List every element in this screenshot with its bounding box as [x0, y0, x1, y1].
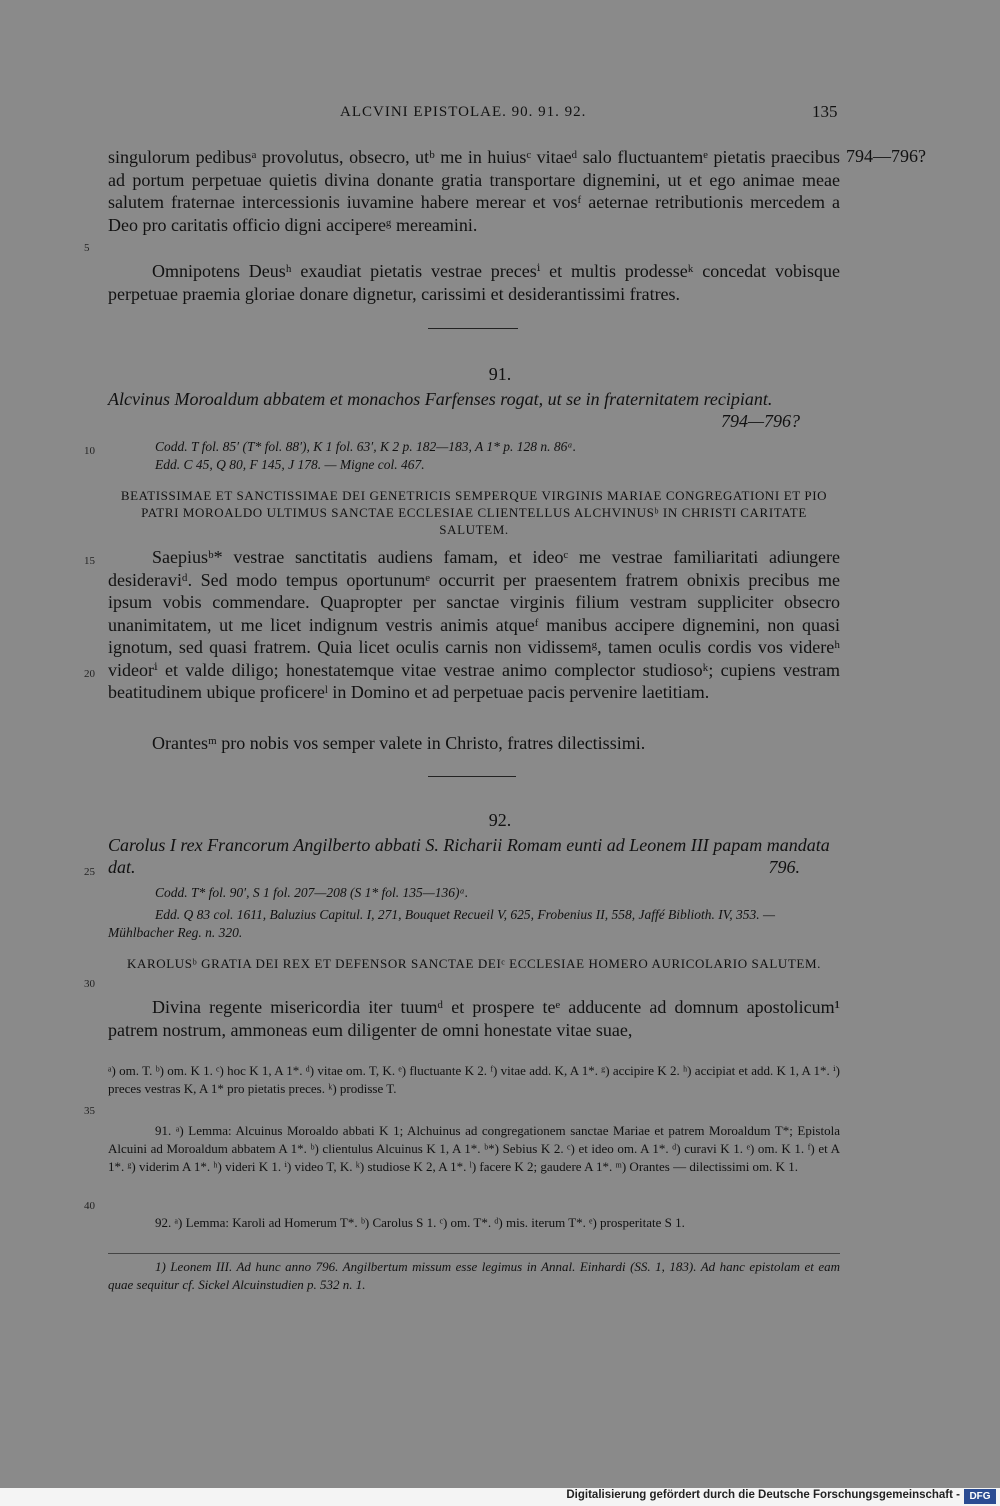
- line-number: 30: [84, 978, 95, 990]
- letter92-number: 92.: [488, 810, 512, 830]
- letter92-body: [108, 996, 840, 1041]
- letter92-date: 796.: [768, 857, 800, 877]
- footnotes-92: 92. ᵃ) Lemma: Karoli ad Homerum T*. ᵇ) Carolus S 1. ᶜ) om. T*. ᵈ) mis. iterum T*. ᵉ) prosperitate S 1.: [155, 1215, 685, 1230]
- letter92-para1: Divina regente misericordia iter tuumᵈ et prospere teᵉ adducente ad domnum apostolicum¹ patrem nostrum, ammoneas eum diligenter de omni honestate vitae suae,: [108, 997, 840, 1040]
- letter91-codices: Codd. T fol. 85′ (T* fol. 88′), K 1 fol. 63′, K 2 p. 182—183, A 1* p. 128 n. 86ᵃ.: [155, 439, 577, 454]
- footnote-92-1: 1) Leonem III. Ad hunc anno 796. Angilbertum missum esse legimus in Annal. Einhardi (SS. 1, 183). Ad hanc epistolam et eam quae sequitur cf. Sickel Alcuinstudien p. 532 n. 1.: [108, 1259, 840, 1292]
- letter90-para1: singulorum pedibusᵃ provolutus, obsecro, utᵇ me in huiusᶜ vitaeᵈ salo fluctuantemᵉ pietatis praecibus ad portum perpetuae quietis divina donante gratia transportare dignemini, ut et ego animae meae salutem fraternae intercessionis iuvamine habere merear et vosᶠ aeternae retributionis mercedem a Deo pro caritatis officio digni accipereᵍ mereamini.: [108, 147, 840, 235]
- dfg-logo: DFG: [964, 1489, 996, 1504]
- letter92-editions: Edd. Q 83 col. 1611, Baluzius Capitul. I, 271, Bouquet Recueil V, 625, Frobenius II, 558, Jaffé Biblioth. IV, 353. — Mühlbacher Reg. n. 320.: [108, 907, 776, 940]
- running-title: ALCVINI EPISTOLAE. 90. 91. 92.: [340, 104, 587, 120]
- letter90-paragraph: [108, 146, 840, 236]
- digitization-footer: [0, 1488, 1000, 1506]
- letter92-rubric: [108, 834, 840, 878]
- letter90-closing: [108, 260, 840, 305]
- line-number: 15: [84, 555, 95, 567]
- line-number: 20: [84, 668, 95, 680]
- letter91-para1: Saepiusᵇ* vestrae sanctitatis audiens famam, et ideoᶜ me vestrae familiaritati adiungere desideraviᵈ. Sed modo tempus oportunumᵉ occurrit per praesentem fratrem obnixis precibus me ipsum vobis commendare. Quapropter per sanctae virginis filium vestram suppliciter obsecro unanimitatem, ut me licet indignum vestris animis atqueᶠ manibus accipere dignemini, non quasi ignotum, sed quasi fratrem. Quia licet oculis carnis non vidissemᵍ, tamen oculis cordis vos videreʰ videorⁱ et valde diligo; honestatemque vitae vestrae animo complector studiosoᵏ; cupiens vestram beatitudinem ubique proficereˡ in Domino et ad perpetuae pacis pervenire laetitiam.: [108, 547, 840, 702]
- letter91-rubric-text: Alcvinus Moroaldum abbatem et monachos Farfenses rogat, ut se in fraternitatem recipiant.: [108, 389, 773, 409]
- line-number: 5: [84, 242, 90, 254]
- section-divider: [428, 328, 518, 329]
- letter91-number: 91.: [488, 364, 512, 384]
- running-header: [0, 104, 1000, 128]
- margin-date: 794—796?: [846, 146, 926, 166]
- letter91-para2: Orantesᵐ pro nobis vos semper valete in Christo, fratres dilectissimi.: [152, 733, 646, 753]
- footer-text: Digitalisierung gefördert durch die Deutsche Forschungsgemeinschaft -: [566, 1489, 960, 1501]
- line-number: 40: [84, 1200, 95, 1212]
- letter91-closing: [108, 732, 840, 755]
- section-divider: [428, 776, 516, 777]
- letter91-date: 794—796?: [720, 411, 800, 431]
- letter91-body: [108, 546, 840, 704]
- footnotes-90: ᵃ) om. T. ᵇ) om. K 1. ᶜ) hoc K 1, A 1*. ᵈ) vitae om. T, K. ᵉ) fluctuante K 2. ᶠ) vitae add. K, A 1*. ᵍ) accipire K 2. ʰ) accipiat et add. K 1, A 1*. ⁱ) preces vestras K, A 1* pro pietatis preces. ᵏ) prodisse T.: [108, 1063, 840, 1096]
- line-number: 10: [84, 445, 95, 457]
- footnotes-91: 91. ᵃ) Lemma: Alcuinus Moroaldo abbati K 1; Alchuinus ad congregationem sanctae Mariae et patrem Moroaldum T*; Epistola Alcuini ad Moroaldum abbatem A 1*. ᵇ) clientulus Alcuinus K 1, A 1*. ᵇ*) Sebius K 2. ᶜ) et ideo om. A 1*. ᵈ) curavi K 1. ᵉ) om. K 1. ᶠ) et A 1*. ᵍ) viderim A 1*. ʰ) videri K 1. ⁱ) video T, K. ᵏ) studiose K 2, A 1*. ˡ) facere K 2; gaudere A 1*. ᵐ) Orantes — dilectissimi om. K 1.: [108, 1123, 840, 1174]
- letter92-codices: Codd. T* fol. 90′, S 1 fol. 207—208 (S 1* fol. 135—136)ᵃ.: [155, 885, 469, 900]
- letter91-rubric: [108, 388, 840, 431]
- letter91-editions: Edd. C 45, Q 80, F 145, J 178. — Migne col. 467.: [155, 457, 425, 472]
- line-number: 25: [84, 866, 95, 878]
- footnote-divider: [108, 1253, 840, 1254]
- letter91-salutation: BEATISSIMAE ET SANCTISSIMAE DEI GENETRICIS SEMPERQUE VIRGINIS MARIAE CONGREGATIONI ET PIO PATRI MOROALDO ULTIMUS SANCTAE ECCLESIAE CLIENTELLUS ALCHVINUSᵇ IN CHRISTI CARITATE SALUTEM.: [120, 488, 828, 537]
- page-number: 135: [812, 102, 838, 121]
- letter92-rubric-text: Carolus I rex Francorum Angilberto abbati S. Richarii Romam eunti ad Leonem III papam mandata dat.: [108, 835, 830, 877]
- letter90-para2: Omnipotens Deusʰ exaudiat pietatis vestrae precesⁱ et multis prodesseᵏ concedat vobisque perpetuae praemia gloriae donare dignetur, carissimi et desiderantissimi fratres.: [108, 261, 840, 304]
- line-number: 35: [84, 1105, 95, 1117]
- letter92-salutation: KAROLUSᵇ GRATIA DEI REX ET DEFENSOR SANCTAE DEIᶜ ECCLESIAE HOMERO AURICOLARIO SALUTEM.: [127, 956, 821, 971]
